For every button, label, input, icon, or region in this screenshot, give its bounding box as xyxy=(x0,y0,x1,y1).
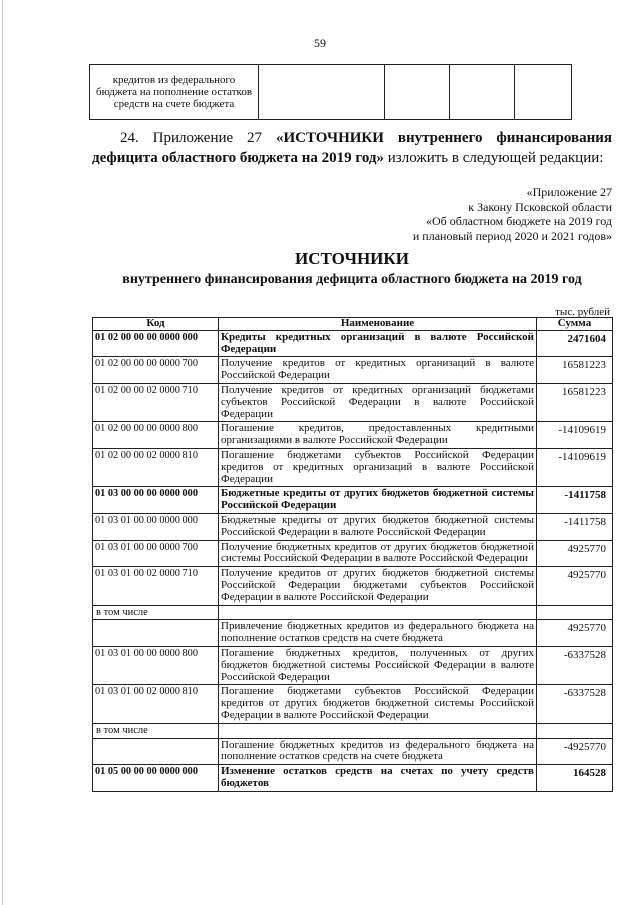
code-cell: 01 02 00 00 02 0000 810 xyxy=(93,448,219,486)
code-cell: 01 03 01 00 02 0000 710 xyxy=(93,567,219,605)
code-cell: 01 03 01 00 00 0000 000 xyxy=(93,513,219,540)
name-cell: Бюджетные кредиты от других бюджетов бюджетной системы Российской Федерации в валюте Российской Федерации xyxy=(219,513,537,540)
paragraph-bold-title: «ИСТОЧНИКИ внутреннего финансирования дефицита областного бюджета на 2019 год» xyxy=(92,130,612,166)
table-note-row xyxy=(93,605,613,620)
sum-cell: 2471604 xyxy=(537,330,613,357)
note-cell: в том числе xyxy=(93,723,219,738)
table-row xyxy=(93,330,613,357)
sum-cell: 16581223 xyxy=(537,357,613,384)
code-cell: 01 03 01 00 02 0000 810 xyxy=(93,685,219,723)
table-row xyxy=(93,738,613,765)
sum-cell: -1411758 xyxy=(537,513,613,540)
sum-cell: 4925770 xyxy=(537,567,613,605)
continued-cell-empty xyxy=(515,65,572,120)
header-name: Наименование xyxy=(219,318,537,331)
header-sum: Сумма xyxy=(537,318,613,331)
table-row xyxy=(93,765,613,792)
name-cell: Получение кредитов от кредитных организаций в валюте Российской Федерации xyxy=(219,357,537,384)
table-row xyxy=(93,383,613,421)
code-cell xyxy=(93,620,219,647)
code-cell: 01 03 01 00 00 0000 700 xyxy=(93,540,219,567)
name-cell: Погашение бюджетами субъектов Российской Федерации кредитов от других бюджетов бюджетной системы Российской Федерации в валюте Российской Федерации xyxy=(219,685,537,723)
table-row xyxy=(93,620,613,647)
sum-cell: -14109619 xyxy=(537,448,613,486)
table-row xyxy=(93,357,613,384)
annex-line: «Об областном бюджете на 2019 год xyxy=(426,214,612,228)
note-empty-cell xyxy=(219,605,537,620)
name-cell: Изменение остатков средств на счетах по учету средств бюджетов xyxy=(219,765,537,792)
continued-cell-empty xyxy=(385,65,450,120)
sum-cell: 4925770 xyxy=(537,540,613,567)
sum-cell: -6337528 xyxy=(537,685,613,723)
name-cell: Получение кредитов от кредитных организаций бюджетами субъектов Российской Федерации в валюте Российской Федерации xyxy=(219,383,537,421)
annex-line: и плановый период 2020 и 2021 годов» xyxy=(412,228,612,243)
table-row xyxy=(93,646,613,684)
sum-cell: -14109619 xyxy=(537,422,613,449)
header-code: Код xyxy=(93,318,219,331)
code-cell: 01 02 00 00 02 0000 710 xyxy=(93,383,219,421)
code-cell: 01 02 00 00 00 0000 000 xyxy=(93,330,219,357)
code-cell: 01 02 00 00 00 0000 700 xyxy=(93,357,219,384)
name-cell: Бюджетные кредиты от других бюджетов бюджетной системы Российской Федерации xyxy=(219,487,537,514)
table-row xyxy=(93,422,613,449)
code-cell: 01 05 00 00 00 0000 000 xyxy=(93,765,219,792)
table-header-row xyxy=(93,318,613,331)
sum-cell: -1411758 xyxy=(537,487,613,514)
name-cell: Погашение кредитов, предоставленных кредитными организациями в валюте Российской Федерации xyxy=(219,422,537,449)
name-cell: Привлечение бюджетных кредитов из федерального бюджета на пополнение остатков средств на счете бюджета xyxy=(219,620,537,647)
code-cell: 01 03 01 00 00 0000 800 xyxy=(93,646,219,684)
name-cell: Погашение бюджетных кредитов из федерального бюджета на пополнение остатков средств на счете бюджета xyxy=(219,738,537,765)
table-row xyxy=(93,567,613,605)
sum-cell: 164528 xyxy=(537,765,613,792)
continued-cell-empty xyxy=(259,65,385,120)
financing-sources-table xyxy=(92,317,613,792)
annex-line: «Приложение 27 xyxy=(526,185,612,199)
code-cell: 01 03 00 00 00 0000 000 xyxy=(93,487,219,514)
name-cell: Получение кредитов от других бюджетов бюджетной системы Российской Федерации бюджетами субъектов Российской Федерации в валюте Российской Федерации xyxy=(219,567,537,605)
table-row xyxy=(93,487,613,514)
name-cell: Погашение бюджетами субъектов Российской Федерации кредитов от кредитных организаций в валюте Российской Федерации xyxy=(219,448,537,486)
code-cell: 01 02 00 00 00 0000 800 xyxy=(93,422,219,449)
code-cell xyxy=(93,738,219,765)
note-empty-cell xyxy=(219,723,537,738)
annex-reference xyxy=(272,185,612,243)
table-note-row xyxy=(93,723,613,738)
note-empty-cell xyxy=(537,605,613,620)
scan-edge xyxy=(2,0,3,905)
amendment-paragraph xyxy=(92,128,612,168)
units-label: тыс. рублей xyxy=(555,306,610,318)
sum-cell: -4925770 xyxy=(537,738,613,765)
name-cell: Кредиты кредитных организаций в валюте Российской Федерации xyxy=(219,330,537,357)
page-number: 59 xyxy=(314,36,326,50)
paragraph-prefix: 24. Приложение 27 xyxy=(120,130,276,146)
name-cell: Погашение бюджетных кредитов, полученных от других бюджетов бюджетной системы Российской Федерации в валюте Российской Федерации xyxy=(219,646,537,684)
table-row xyxy=(93,540,613,567)
sum-cell: -6337528 xyxy=(537,646,613,684)
table-row xyxy=(93,448,613,486)
annex-line: к Закону Псковской области xyxy=(468,199,612,214)
name-cell: Получение бюджетных кредитов от других бюджетов бюджетной системы Российской Федерации в валюте Российской Федерации xyxy=(219,540,537,567)
document-subtitle: внутреннего финансирования дефицита областного бюджета на 2019 год xyxy=(122,272,582,287)
sum-cell: 16581223 xyxy=(537,383,613,421)
continued-cell-empty xyxy=(450,65,515,120)
table-row xyxy=(93,685,613,723)
continued-table-fragment xyxy=(89,64,572,120)
table-row xyxy=(93,513,613,540)
paragraph-suffix: изложить в следующей редакции: xyxy=(384,150,604,166)
document-title: ИСТОЧНИКИ xyxy=(295,249,409,268)
sum-cell: 4925770 xyxy=(537,620,613,647)
continued-cell-text: кредитов из федерального бюджета на пополнение остатков средств на счете бюджета xyxy=(90,65,259,120)
note-cell: в том числе xyxy=(93,605,219,620)
note-empty-cell xyxy=(537,723,613,738)
